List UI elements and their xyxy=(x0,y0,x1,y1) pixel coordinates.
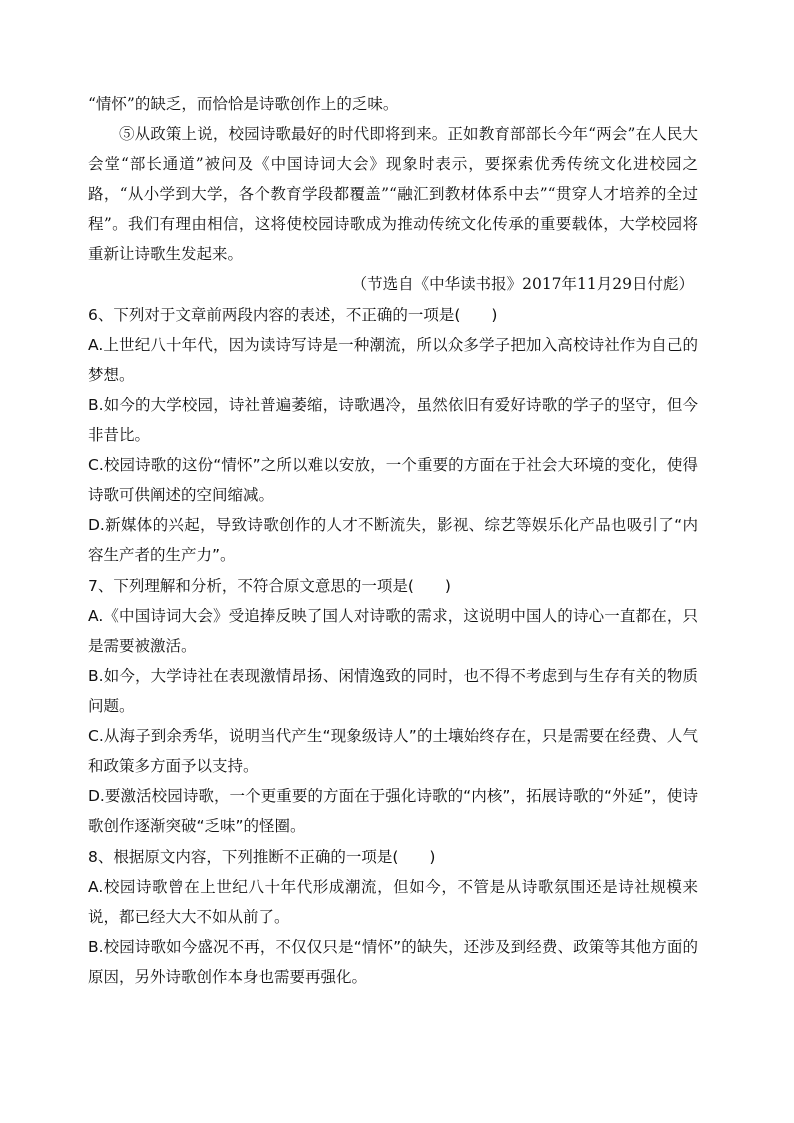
passage-paragraph-5: ⑤从政策上说，校园诗歌最好的时代即将到来。正如教育部部长今年“两会”在人民大会堂“部长通道”被问及《中国诗词大会》现象时表示，要探索优秀传统文化进校园之路，“从小学到大学，各个教育学段都覆盖”“融汇到教材体系中去”“贯穿人才培养的全过程”。我们有理由相信，这将使校园诗歌成为推动传统文化传承的重要载体，大学校园将重新让诗歌生发起来。 xyxy=(88,125,698,263)
option-b: B.如今的大学校园，诗社普遍萎缩，诗歌遇冷，虽然依旧有爱好诗歌的学子的坚守，但今非昔比。 xyxy=(88,396,698,444)
option-c: C.从海子到余秀华，说明当代产生“现象级诗人”的土壤始终存在，只是需要在经费、人气和政策多方面予以支持。 xyxy=(88,727,698,775)
option-a: A.上世纪八十年代，因为读诗写诗是一种潮流，所以众多学子把加入高校诗社作为自己的梦想。 xyxy=(88,336,698,384)
question-8 xyxy=(88,842,698,992)
option-d: D.要激活校园诗歌，一个更重要的方面在于强化诗歌的“内核”，拓展诗歌的“外延”，使诗歌创作逐渐突破“乏味”的怪圈。 xyxy=(88,787,698,835)
option-c: C.校园诗歌的这份“情怀”之所以难以安放，一个重要的方面在于社会大环境的变化，使得诗歌可供阐述的空间缩减。 xyxy=(88,456,698,504)
option-b: B.校园诗歌如今盛况不再，不仅仅只是“情怀”的缺失，还涉及到经费、政策等其他方面的原因，另外诗歌创作本身也需要再强化。 xyxy=(88,938,698,986)
question-stem: 8、根据原文内容，下列推断不正确的一项是( ) xyxy=(88,848,436,866)
option-d: D.新媒体的兴起，导致诗歌创作的人才不断流失，影视、综艺等娱乐化产品也吸引了“内容生产者的生产力”。 xyxy=(88,516,698,564)
question-6 xyxy=(88,300,698,570)
option-a: A.《中国诗词大会》受追捧反映了国人对诗歌的需求，这说明中国人的诗心一直都在，只是需要被激活。 xyxy=(88,607,698,655)
passage-source: （节选自《中华读书报》2017年11月29日付彪） xyxy=(351,275,694,293)
option-a: A.校园诗歌曾在上世纪八十年代形成潮流，但如今，不管是从诗歌氛围还是诗社规模来说，都已经大大不如从前了。 xyxy=(88,878,698,926)
question-stem: 7、下列理解和分析，不符合原文意思的一项是( ) xyxy=(88,577,451,595)
page-content xyxy=(88,89,698,992)
question-stem: 6、下列对于文章前两段内容的表述，不正确的一项是( ) xyxy=(88,306,498,324)
option-b: B.如今，大学诗社在表现激情昂扬、闲情逸致的同时，也不得不考虑到与生存有关的物质问题。 xyxy=(88,667,698,715)
question-7 xyxy=(88,571,698,841)
passage-paragraph-end: “情怀”的缺乏，而恰恰是诗歌创作上的乏味。 xyxy=(88,95,399,113)
